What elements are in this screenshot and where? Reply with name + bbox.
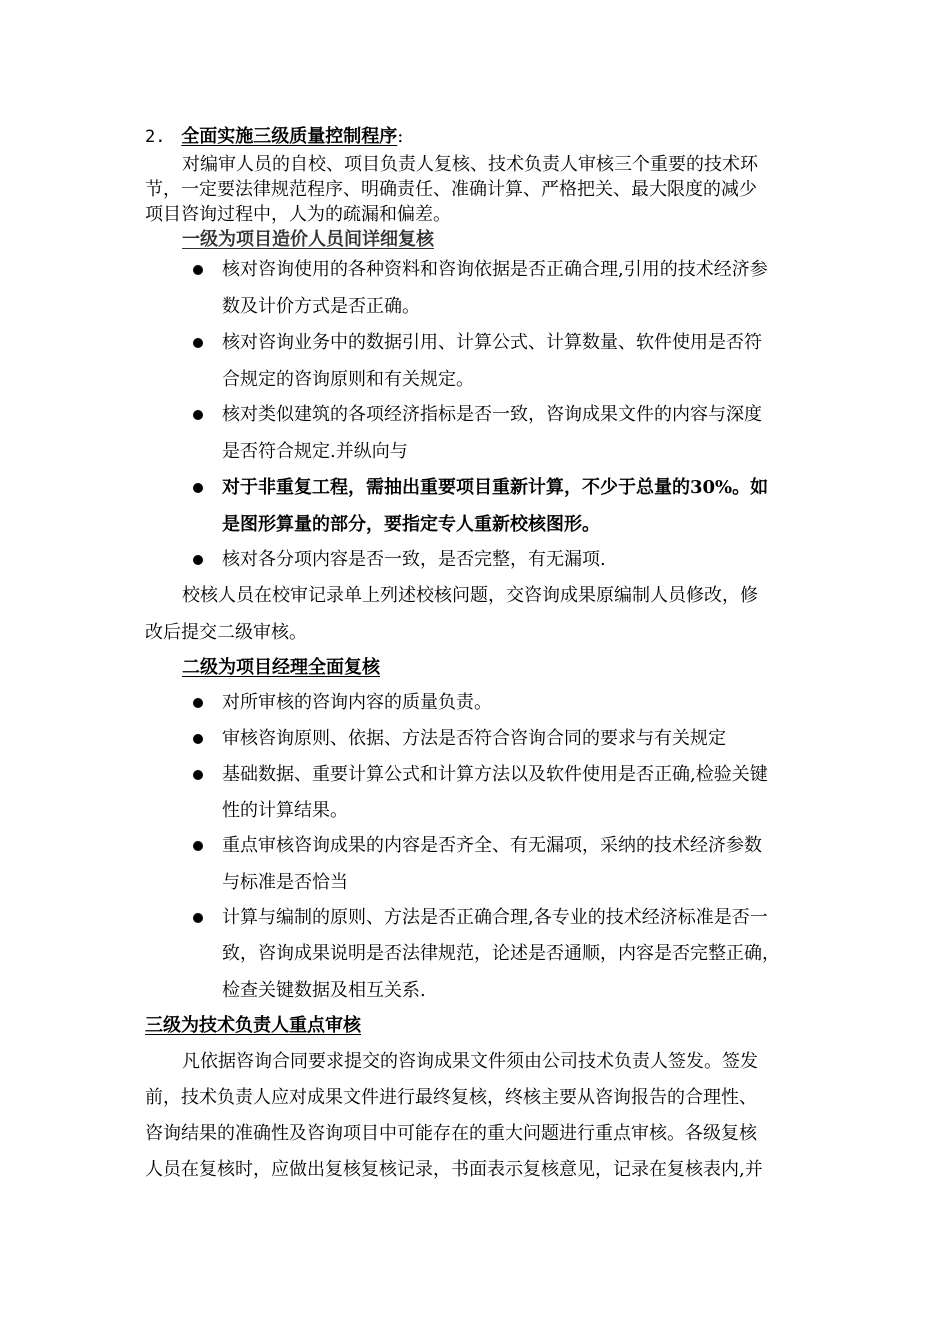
- level1-item-2-line-1: 核对咨询业务中的数据引用、计算公式、计算数量、软件使用是否符: [222, 332, 762, 353]
- section-colon: :: [397, 126, 404, 147]
- level1-after-line-2: 改后提交二级审核。: [145, 622, 307, 643]
- level1-item-5-line-1: 核对各分项内容是否一致，是否完整，有无漏项.: [222, 549, 606, 570]
- level2-title: 二级为项目经理全面复核: [182, 657, 380, 678]
- level3-para-line-3: 咨询结果的准确性及咨询项目中可能存在的重大问题进行重点审核。各级复核: [145, 1123, 757, 1144]
- level1-item-1-line-1: 核对咨询使用的各种资料和咨询依据是否正确合理,引用的技术经济参: [222, 259, 768, 280]
- section-title: 全面实施三级质量控制程序: [181, 126, 398, 147]
- bullet-icon: [193, 698, 203, 708]
- level1-item-4-line-2: 是图形算量的部分，要指定专人重新校核图形。: [222, 514, 600, 535]
- bullet-icon: [193, 841, 203, 851]
- level2-item-3-line-1: 基础数据、重要计算公式和计算方法以及软件使用是否正确,检验关键: [222, 764, 768, 785]
- level1-after-line-1: 校核人员在校审记录单上列述校核问题，交咨询成果原编制人员修改，修: [182, 585, 758, 606]
- level2-item-3-line-2: 性的计算结果。: [222, 800, 348, 821]
- bullet-icon: [193, 913, 203, 923]
- bullet-icon: [193, 770, 203, 780]
- bullet-icon: [193, 265, 203, 275]
- intro-line-2: 节，一定要法律规范程序、明确责任、准确计算、严格把关、最大限度的减少: [145, 179, 757, 200]
- level2-item-5-line-1: 计算与编制的原则、方法是否正确合理,各专业的技术经济标准是否一: [222, 907, 768, 928]
- level1-item-1-line-2: 数及计价方式是否正确。: [222, 296, 420, 317]
- level3-title: 三级为技术负责人重点审核: [145, 1015, 361, 1036]
- bullet-icon: [193, 734, 203, 744]
- level3-para-line-2: 前，技术负责人应对成果文件进行最终复核，终核主要从咨询报告的合理性、: [145, 1087, 757, 1108]
- section-heading: [145, 125, 403, 149]
- level1-item-4-line-1: 对于非重复工程，需抽出重要项目重新计算，不少于总量的30%。如: [222, 477, 769, 498]
- level2-item-5-line-3: 检查关键数据及相互关系.: [222, 980, 426, 1001]
- intro-line-3: 项目咨询过程中，人为的疏漏和偏差。: [145, 204, 451, 225]
- level2-item-2-line-1: 审核咨询原则、依据、方法是否符合咨询合同的要求与有关规定: [222, 728, 726, 749]
- level1-item-3-line-1: 核对类似建筑的各项经济指标是否一致，咨询成果文件的内容与深度: [222, 404, 762, 425]
- bullet-icon: [193, 483, 203, 493]
- level2-item-4-line-1: 重点审核咨询成果的内容是否齐全、有无漏项，采纳的技术经济参数: [222, 835, 762, 856]
- level3-para-line-1: 凡依据咨询合同要求提交的咨询成果文件须由公司技术负责人签发。签发: [182, 1051, 758, 1072]
- level3-para-line-4: 人员在复核时，应做出复核复核记录，书面表示复核意见，记录在复核表内,并: [145, 1159, 763, 1180]
- level1-item-2-line-2: 合规定的咨询原则和有关规定。: [222, 369, 474, 390]
- bullet-icon: [193, 338, 203, 348]
- level1-title: 一级为项目造价人员间详细复核: [182, 229, 434, 250]
- bullet-icon: [193, 555, 203, 565]
- level2-item-4-line-2: 与标准是否恰当: [222, 872, 348, 893]
- bullet-icon: [193, 410, 203, 420]
- level2-item-5-line-2: 致，咨询成果说明是否法律规范，论述是否通顺，内容是否完整正确，: [222, 943, 780, 964]
- intro-line-1: 对编审人员的自校、项目负责人复核、技术负责人审核三个重要的技术环: [182, 154, 758, 175]
- section-number: 2.: [145, 127, 166, 147]
- level1-item-3-line-2: 是否符合规定.并纵向与: [222, 441, 408, 462]
- level2-item-1-line-1: 对所审核的咨询内容的质量负责。: [222, 692, 492, 713]
